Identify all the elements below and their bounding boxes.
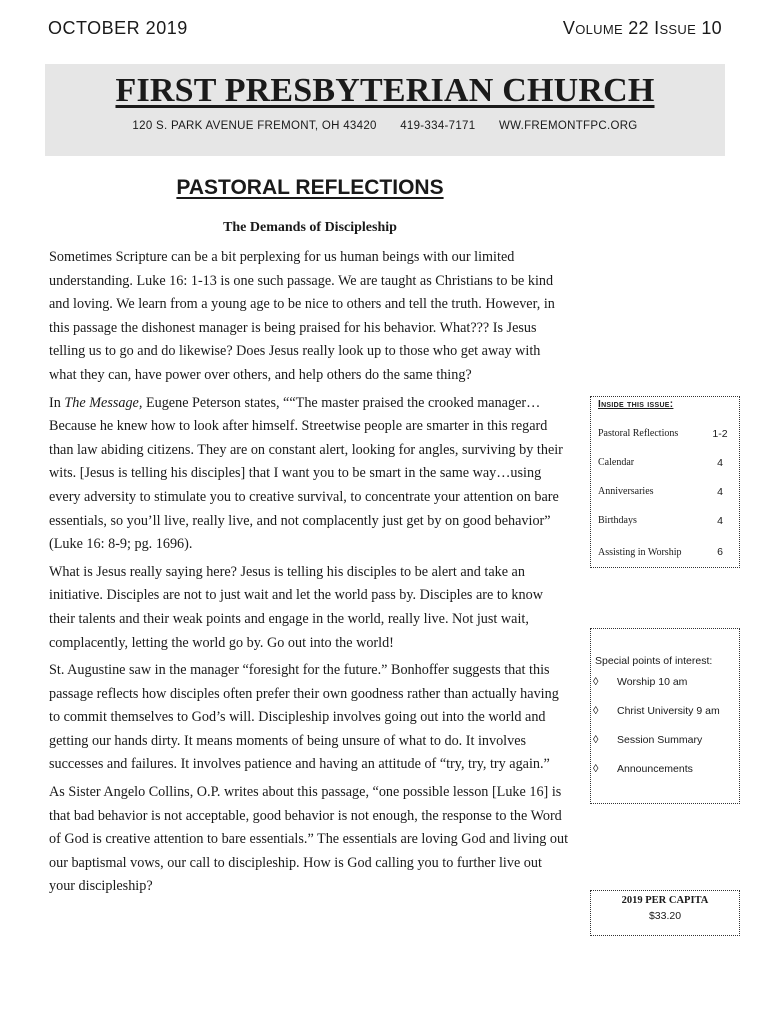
paragraph-3: What is Jesus really saying here? Jesus is telling his disciples to be alert and take an initiative. Disciples are not to just wait and let the world pass by. Disciples are to know their talents and their weak points and engage in the world, really live. Not just wait, complacently, letting the world go by. Go out into the world! xyxy=(49,563,543,651)
toc-page: 4 xyxy=(717,456,723,469)
diamond-bullet-icon: ◊ xyxy=(593,705,599,717)
inside-heading: Inside this issue: xyxy=(598,399,674,410)
paragraph-2 xyxy=(49,392,571,557)
church-name: FIRST PRESBYTERIAN CHURCH xyxy=(115,72,655,109)
inside-this-issue-box xyxy=(590,396,740,568)
toc-item xyxy=(598,535,730,569)
toc-item xyxy=(598,448,730,477)
toc-page: 6 xyxy=(717,546,723,558)
toc-page: 4 xyxy=(717,485,723,498)
paragraph-2-rest: Eugene Peterson states, ““The master praised the crooked manager…Because he knew how to look after himself. Streetwise people are smarter in this regard than law abiding citizens. They are on constant alert, looking for angles, surviving by their wits. [Jesus is telling his disciples] that I want you to be smart in the same way…using every adversity to stimulate you to creative survival, to concentrate your attention on bare essentials, so you’ll live, really live, and not complacently just get by on good behavior” (Luke 16: 8-9; pg. 1696). xyxy=(49,394,563,553)
paragraph-5: As Sister Angelo Collins, O.P. writes about this passage, “one possible lesson [Luke 16] is that bad behavior is not acceptable, good behavior is not enough, the response to the Word of God is creative attention to bare essentials.” The essentials are loving God and living out our baptismal vows, our call to discipleship. How is God calling you to further live out your discipleship? xyxy=(49,784,569,895)
church-phone: 419-334-7171 xyxy=(400,120,476,132)
special-item xyxy=(591,733,739,762)
special-item-label: Worship 10 am xyxy=(617,676,688,688)
toc-item xyxy=(598,419,730,448)
special-points-box xyxy=(590,628,740,804)
top-line xyxy=(48,18,722,44)
special-item xyxy=(591,675,739,704)
per-capita-value: $33.20 xyxy=(648,910,682,922)
per-capita-title: 2019 PER CAPITA xyxy=(621,895,709,906)
paragraph-1: Sometimes Scripture can be a bit perplexing for us human beings with our limited understanding. Luke 16: 1-13 is one such passage. We are taught as Christians to be kind and loving. We learn from a young age to be nice to others and tell the truth. However, in this passage the dishonest manager is being praised for his behavior. What??? Is Jesus telling us to go and do likewise? Does Jesus really look up to those who get away with what they can, have power over others, and help others do the same thing? xyxy=(49,249,555,383)
article-body xyxy=(49,246,571,903)
toc-label: Anniversaries xyxy=(598,486,654,497)
issue-month: OCTOBER 2019 xyxy=(48,18,188,38)
paragraph-4: St. Augustine saw in the manager “foresight for the future.” Bonhoffer suggests that this passage reflects how disciples often prefer their own goodness rather than actually having to commit themselves to God’s will. Discipleship involves going out into the world and getting our hands dirty. It means moments of being unsure of what to do. It involves successes and failures. It involves patience and having an attitude of “try, try, try again.” xyxy=(49,662,559,773)
special-item-label: Christ University 9 am xyxy=(617,705,720,717)
diamond-bullet-icon: ◊ xyxy=(593,763,599,775)
toc-label: Pastoral Reflections xyxy=(598,428,679,439)
diamond-bullet-icon: ◊ xyxy=(593,734,599,746)
toc-list xyxy=(598,419,730,569)
book-title: The Message, xyxy=(64,394,143,411)
per-capita-box xyxy=(590,890,740,936)
toc-label: Calendar xyxy=(598,457,635,468)
section-title: PASTORAL REFLECTIONS xyxy=(176,176,444,199)
toc-page: 1-2 xyxy=(712,427,728,440)
special-item xyxy=(591,704,739,733)
article-title: The Demands of Discipleship xyxy=(223,220,397,235)
paragraph-2-lead: In xyxy=(49,394,65,411)
masthead xyxy=(45,64,725,156)
toc-label: Birthdays xyxy=(598,515,637,526)
toc-page: 4 xyxy=(717,514,723,527)
diamond-bullet-icon: ◊ xyxy=(593,676,599,688)
toc-label: Assisting in Worship xyxy=(598,546,682,558)
church-address: 120 S. PARK AVENUE FREMONT, OH 43420 xyxy=(132,120,377,132)
toc-item xyxy=(598,506,730,535)
special-item xyxy=(591,762,739,791)
special-list xyxy=(591,675,739,791)
volume-issue: Volume 22 Issue 10 xyxy=(562,18,722,38)
toc-item xyxy=(598,477,730,506)
special-item-label: Session Summary xyxy=(617,734,703,746)
special-heading: Special points of interest: xyxy=(595,655,713,667)
special-item-label: Announcements xyxy=(617,763,693,775)
contact-line xyxy=(45,120,725,132)
church-website: WW.FREMONTFPC.ORG xyxy=(498,120,638,132)
